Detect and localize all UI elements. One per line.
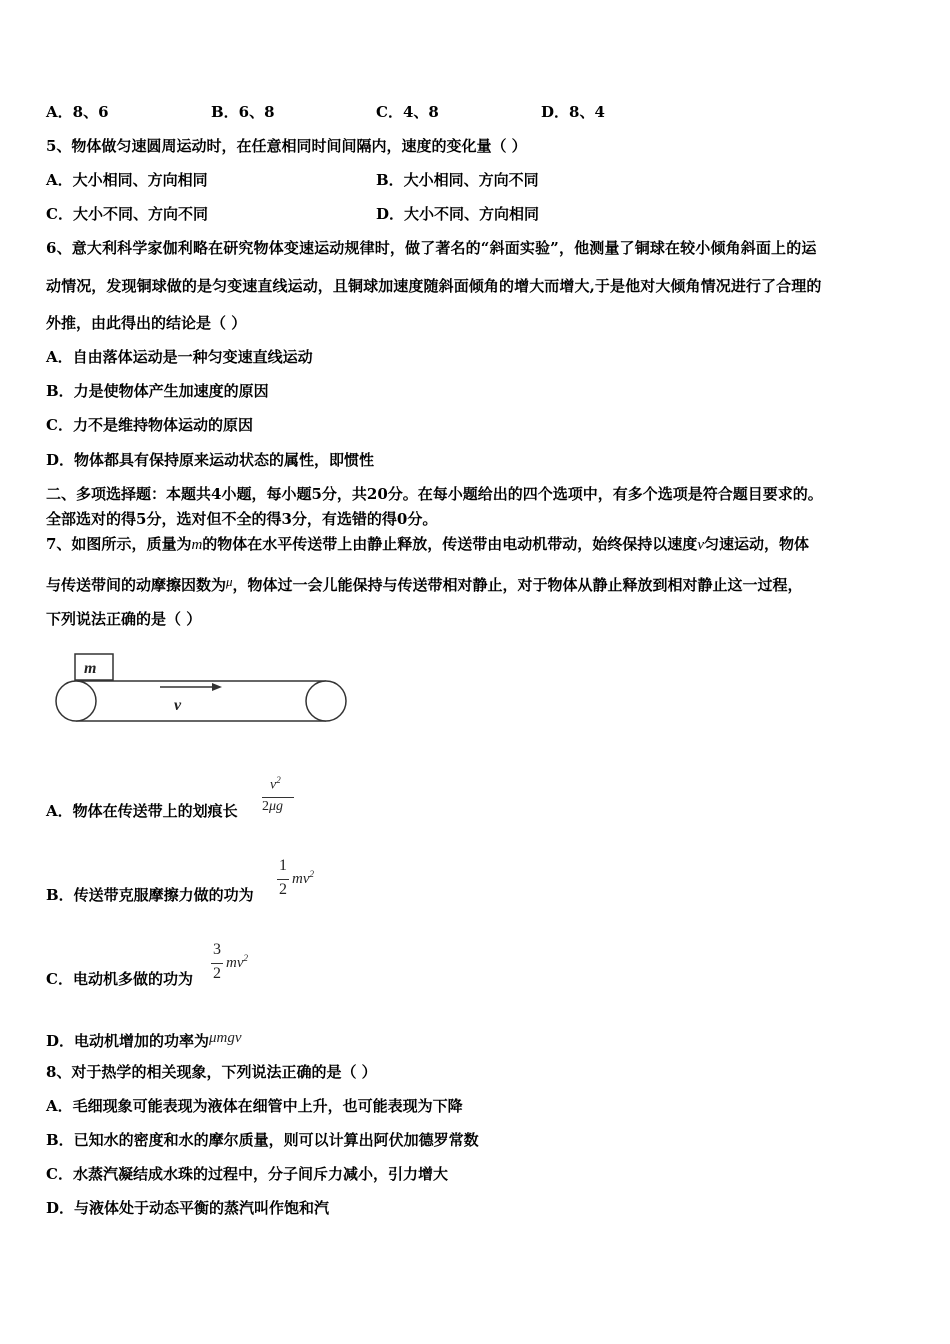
- q7-option-b-formula: 1 2 $mv^2$: [279, 857, 314, 898]
- q8-option-c: C．水蒸汽凝结成水珠的过程中，分子间斥力减小，引力增大: [46, 1165, 448, 1183]
- q6-option-a: A．自由落体运动是一种匀变速直线运动: [46, 348, 313, 366]
- q4-option-b: B．6、8: [211, 103, 275, 121]
- q6-option-b: B．力是使物体产生加速度的原因: [46, 382, 269, 400]
- q8-option-b: B．已知水的密度和水的摩尔质量，则可以计算出阿伏加德罗常数: [46, 1131, 479, 1149]
- q6-stem-line1: 6、意大利科学家伽利略在研究物体变速运动规律时，做了著名的“斜面实验”，他测量了铜球在较小倾角斜面上的运: [46, 239, 817, 257]
- q6-option-c: C．力不是维持物体运动的原因: [46, 416, 253, 434]
- block-m-label: m: [84, 660, 97, 677]
- q5-option-c: C．大小不同、方向不同: [46, 205, 208, 223]
- q4-option-c: C．4、8: [376, 103, 439, 121]
- right-pulley: [306, 681, 346, 721]
- section2-instructions-line1: 二、多项选择题：本题共4小题，每小题5分，共20分。在每小题给出的四个选项中，有多个选项是符合题目要求的。: [46, 485, 823, 503]
- q7-stem-line1: 7、如图所示，质量为m的物体在水平传送带上由静止释放，传送带由电动机带动，始终保持以速度v匀速运动，物体: [46, 535, 809, 553]
- q6-stem-line3: 外推，由此得出的结论是（ ）: [46, 314, 247, 332]
- q6-stem-line2: 动情况，发现铜球做的是匀变速直线运动，且铜球加速度随斜面倾角的增大而增大,于是他对大倾角情况进行了合理的: [46, 277, 822, 295]
- velocity-label: v: [174, 697, 182, 714]
- q8-option-a: A．毛细现象可能表现为液体在细管中上升，也可能表现为下降: [46, 1097, 463, 1115]
- left-pulley: [56, 681, 96, 721]
- q5-option-a: A．大小相同、方向相同: [46, 171, 208, 189]
- q7-option-a: A．物体在传送带上的划痕长: [46, 802, 238, 820]
- q7-option-a-formula: $v^2$ 2μg: [260, 773, 296, 823]
- q5-option-d: D．大小不同、方向相同: [376, 205, 540, 223]
- q5-option-b: B．大小相同、方向不同: [376, 171, 539, 189]
- velocity-arrowhead: [212, 683, 222, 691]
- q5-stem: 5、物体做匀速圆周运动时，在任意相同时间间隔内，速度的变化量（ ）: [46, 137, 527, 155]
- q4-option-d: D．8、4: [541, 103, 605, 121]
- q7-option-c: C．电动机多做的功为: [46, 970, 193, 988]
- conveyor-belt-diagram: [50, 650, 350, 726]
- q6-option-d: D．物体都具有保持原来运动状态的属性，即惯性: [46, 451, 375, 469]
- q7-option-c-formula: 3 2 $mv^2$: [213, 941, 248, 982]
- q8-stem: 8、对于热学的相关现象，下列说法正确的是（ ）: [46, 1063, 377, 1081]
- q4-option-a: A．8、6: [46, 103, 109, 121]
- q7-option-d: D．电动机增加的功率为μmgv: [46, 1030, 242, 1050]
- q7-stem-line3: 下列说法正确的是（ ）: [46, 610, 202, 628]
- q7-stem-line2: 与传送带间的动摩擦因数为μ，物体过一会儿能保持与传送带相对静止，对于物体从静止释放到相对静止这一过程，: [46, 574, 803, 594]
- q8-option-d: D．与液体处于动态平衡的蒸汽叫作饱和汽: [46, 1199, 330, 1217]
- section2-instructions-line2: 全部选对的得5分，选对但不全的得3分，有选错的得0分。: [46, 510, 438, 528]
- q7-option-b: B．传送带克服摩擦力做的功为: [46, 886, 254, 904]
